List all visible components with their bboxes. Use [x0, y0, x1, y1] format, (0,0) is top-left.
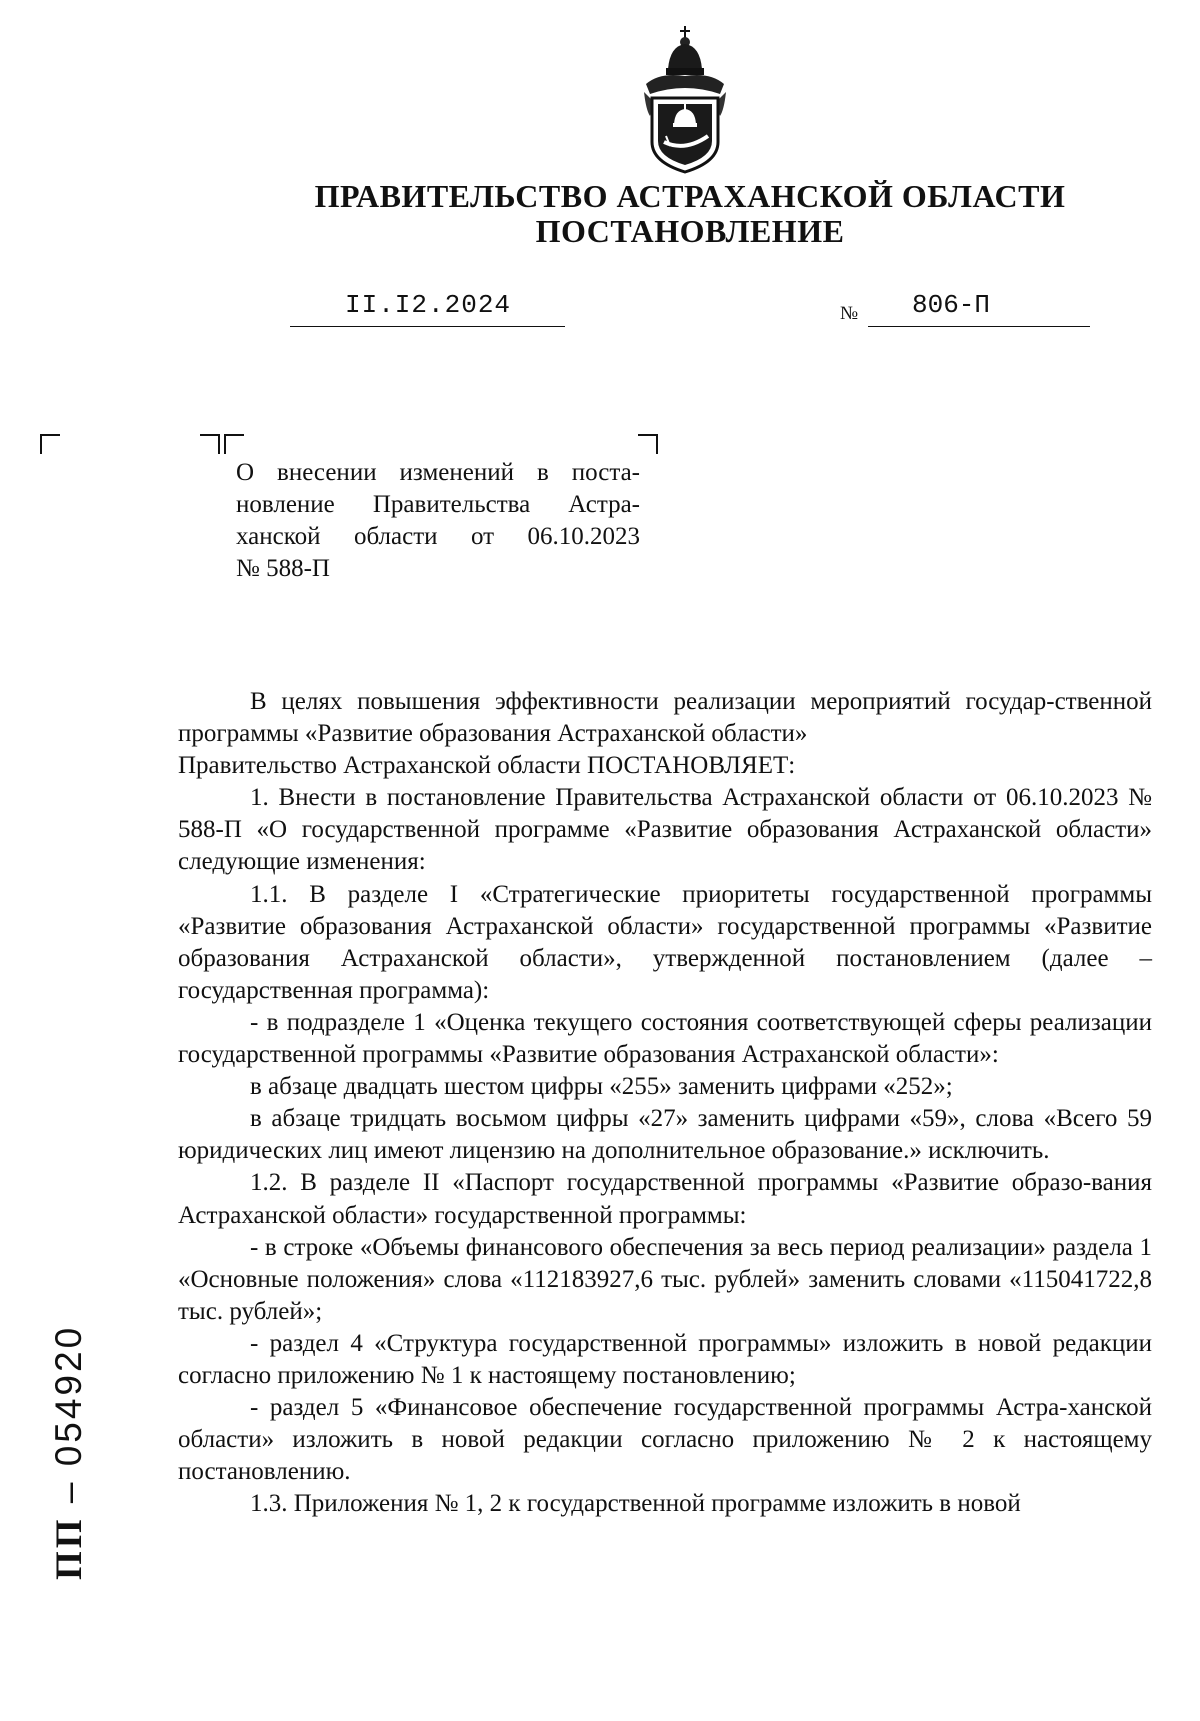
- body-paragraph: В целях повышения эффективности реализации мероприятий государ-ственной программы «Развитие образования Астраханской области»: [178, 688, 1152, 748]
- subject-line: № 588-П: [236, 555, 330, 582]
- document-date: II.I2.2024: [345, 290, 512, 320]
- corner-bracket-left: [40, 434, 60, 454]
- body-paragraph: 1.3. Приложения № 1, 2 к государственной программе изложить в новой: [250, 1490, 1021, 1518]
- body-paragraph: 1.2. В разделе II «Паспорт государственной программы «Развитие образо-вания Астраханской области» государственной программы:: [178, 1169, 1152, 1229]
- corner-bracket-mid-left: [224, 434, 244, 454]
- body-paragraph: - в подразделе 1 «Оценка текущего состояния соответствующей сферы реализации государственной программы «Развитие образования Астраханской области»:: [178, 1008, 1152, 1069]
- corner-bracket-mid-right: [200, 434, 220, 454]
- body-paragraph: 1.1. В разделе I «Стратегические приоритеты государственной программы «Развитие образования Астраханской области» государственной программы «Развитие образования Астраханской области», утвержденной постановлением (далее – государственная программа):: [178, 880, 1152, 1004]
- body-paragraph: - раздел 4 «Структура государственной программы» изложить в новой редакции согласно приложению № 1 к настоящему постановлению;: [178, 1329, 1152, 1389]
- serial-number: 054920: [48, 1324, 89, 1467]
- body-paragraph: - раздел 5 «Финансовое обеспечение государственной программы Астра-ханской области» изложить в новой редакции согласно приложению № 2 к настоящему постановлению.: [178, 1394, 1152, 1486]
- number-field: [868, 290, 1090, 327]
- date-field: [290, 290, 565, 327]
- serial-dash: –: [48, 1479, 89, 1504]
- serial-series: ПП: [49, 1516, 90, 1580]
- document-subject: [236, 457, 640, 585]
- subject-line: ханской области от 06.10.2023: [236, 523, 640, 550]
- document-number: 806-П: [912, 290, 991, 320]
- body-paragraph: в абзаце тридцать восьмом цифры «27» заменить цифрами «59», слова «Всего 59 юридических лиц имеют лицензию на дополнительное образование.» исключить.: [178, 1105, 1152, 1165]
- body-paragraph: - в строке «Объемы финансового обеспечения за весь период реализации» раздела 1 «Основные положения» слова «112183927,6 тыс. рублей» заменить словами «115041722,8 тыс. рублей»;: [178, 1233, 1152, 1325]
- government-title: ПРАВИТЕЛЬСТВО АСТРАХАНСКОЙ ОБЛАСТИ: [314, 178, 1066, 214]
- corner-bracket-right: [638, 434, 658, 454]
- form-serial-number: [48, 1325, 91, 1580]
- coat-of-arms-icon: [640, 24, 730, 174]
- body-paragraph: Правительство Астраханской области ПОСТАНОВЛЯЕТ:: [178, 752, 796, 780]
- subject-line: О внесении изменений в поста-: [236, 459, 640, 486]
- number-sign: №: [840, 303, 859, 324]
- body-paragraph: в абзаце двадцать шестом цифры «255» заменить цифрами «252»;: [250, 1073, 953, 1101]
- document-body: [178, 686, 1152, 1520]
- subject-line: новление Правительства Астра-: [236, 491, 640, 518]
- document-type: ПОСТАНОВЛЕНИЕ: [535, 213, 845, 249]
- body-paragraph: 1. Внести в постановление Правительства Астраханской области от 06.10.2023 № 588-П «О государственной программе «Развитие образования Астраханской области» следующие изменения:: [178, 784, 1152, 876]
